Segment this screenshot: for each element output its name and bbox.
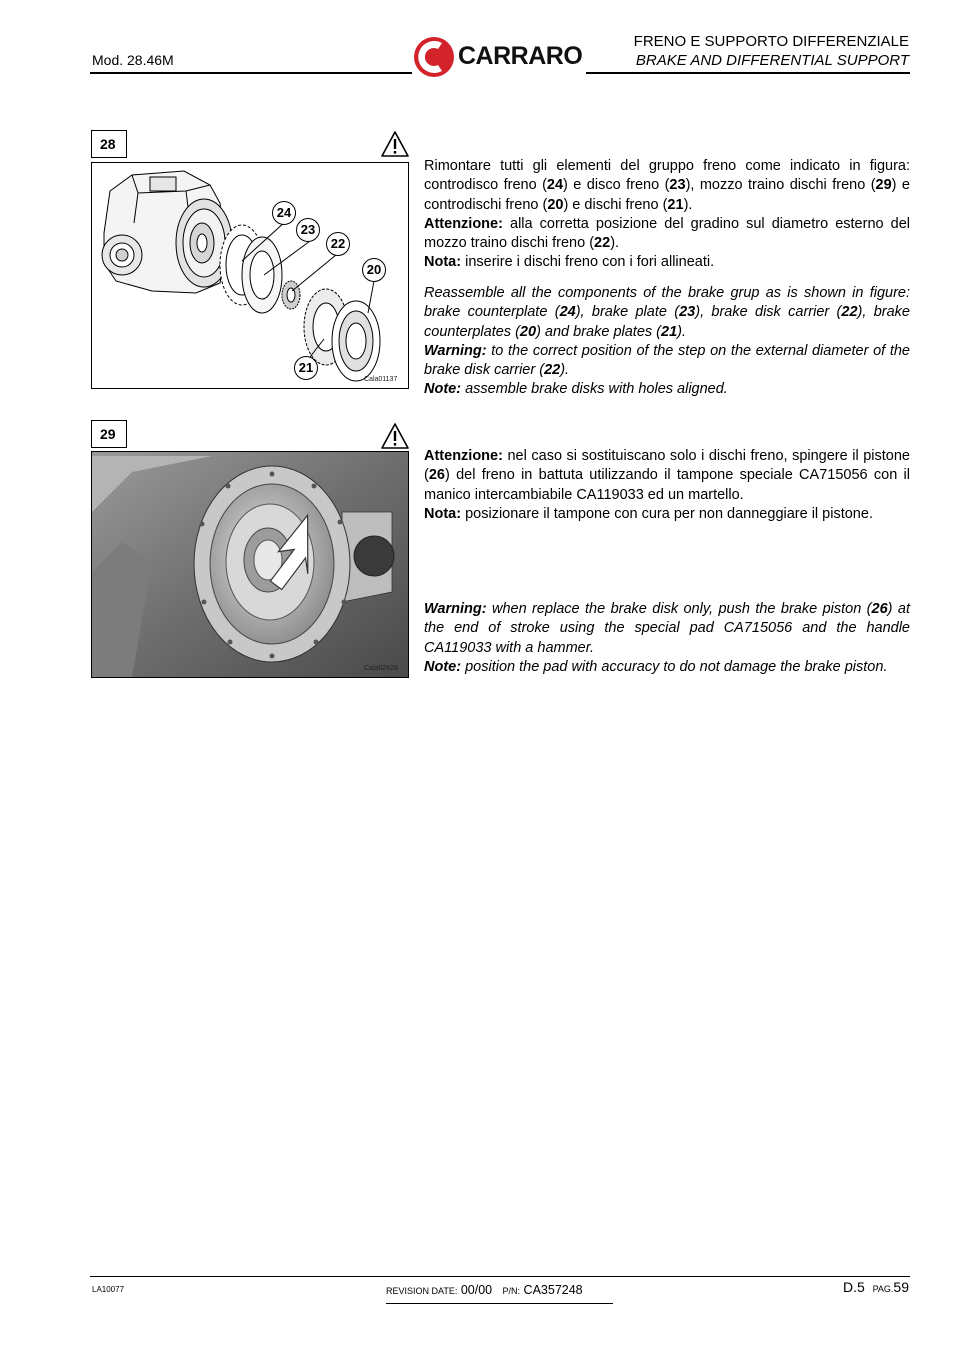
instruction-paragraph: Rimontare tutti gli elementi del gruppo freno come indicato in figura: controdisco freno (24) e disco freno (23), mozzo traino dischi freno (29) e controdischi freno (20) e dischi freno (21). [424,158,910,213]
page-number: D.5 PAG.59 [843,1279,909,1295]
note-paragraph-en: Note: assemble brake disks with holes aligned. [424,381,728,398]
document-code: LA10077 [92,1285,125,1294]
note-paragraph-en: Note: position the pad with accuracy to do not damage the brake piston. [424,658,888,675]
warning-icon [380,422,410,450]
footer-rule [90,1276,910,1277]
model-label: Mod. 28.46M [92,52,174,68]
header-rule-left [90,72,412,74]
warning-paragraph-en: Warning: to the correct position of the step on the external diameter of the brake disk carrier (22). [424,342,910,379]
carraro-logo [412,34,590,80]
section-28-english [424,284,910,400]
callout-20: 20 [362,258,386,282]
image-code: Cala01137 [364,376,398,383]
callout-21: 21 [294,356,318,380]
section-29-italian [424,447,910,524]
revision-info: REVISION DATE: 00/00 P/N: CA357248 [386,1283,583,1297]
brand-name: CARRARO [458,42,583,70]
revision-underline [386,1303,613,1304]
carraro-logo-icon [412,34,456,80]
brake-piston-render [92,452,408,677]
warning-icon [380,130,410,158]
attention-paragraph: Attenzione: nel caso si sostituiscano solo i dischi freno, spingere il pistone (26) del freno in battuta utilizzando il tampone speciale CA715056 con il manico intercambiabile CA119033 ed un martello. [424,448,910,503]
image-code: Cala02428 [364,665,398,672]
figure-number-29: 29 [91,420,127,448]
note-paragraph: Nota: inserire i dischi freno con i fori allineati. [424,254,715,271]
callout-23: 23 [296,218,320,242]
section-28-italian [424,157,910,273]
warning-paragraph-en: Warning: when replace the brake disk only, push the brake piston (26) at the end of stroke using the special pad CA715056 and the handle CA119033 with a hammer. [424,601,910,656]
instruction-paragraph-en: Reassemble all the components of the brake grup as is shown in figure: brake counterplate (24), brake plate (23), brake disk carrier (22), brake counterplates (20) and brake plates (21). [424,285,910,340]
page-title-it: FRENO E SUPPORTO DIFFERENZIALE [633,33,909,50]
figure-29-image [91,451,409,678]
note-paragraph: Nota: posizionare il tampone con cura per non danneggiare il pistone. [424,505,873,522]
section-29-english [424,600,910,677]
header-rule-right [586,72,910,74]
attention-paragraph: Attenzione: alla corretta posizione del gradino sul diametro esterno del mozzo traino dischi freno (22). [424,215,910,252]
figure-number-28: 28 [91,130,127,158]
figure-28-image [91,162,409,389]
callout-22: 22 [326,232,350,256]
brake-exploded-drawing [92,163,408,388]
callout-24: 24 [272,201,296,225]
page-title-en: BRAKE AND DIFFERENTIAL SUPPORT [635,52,909,69]
